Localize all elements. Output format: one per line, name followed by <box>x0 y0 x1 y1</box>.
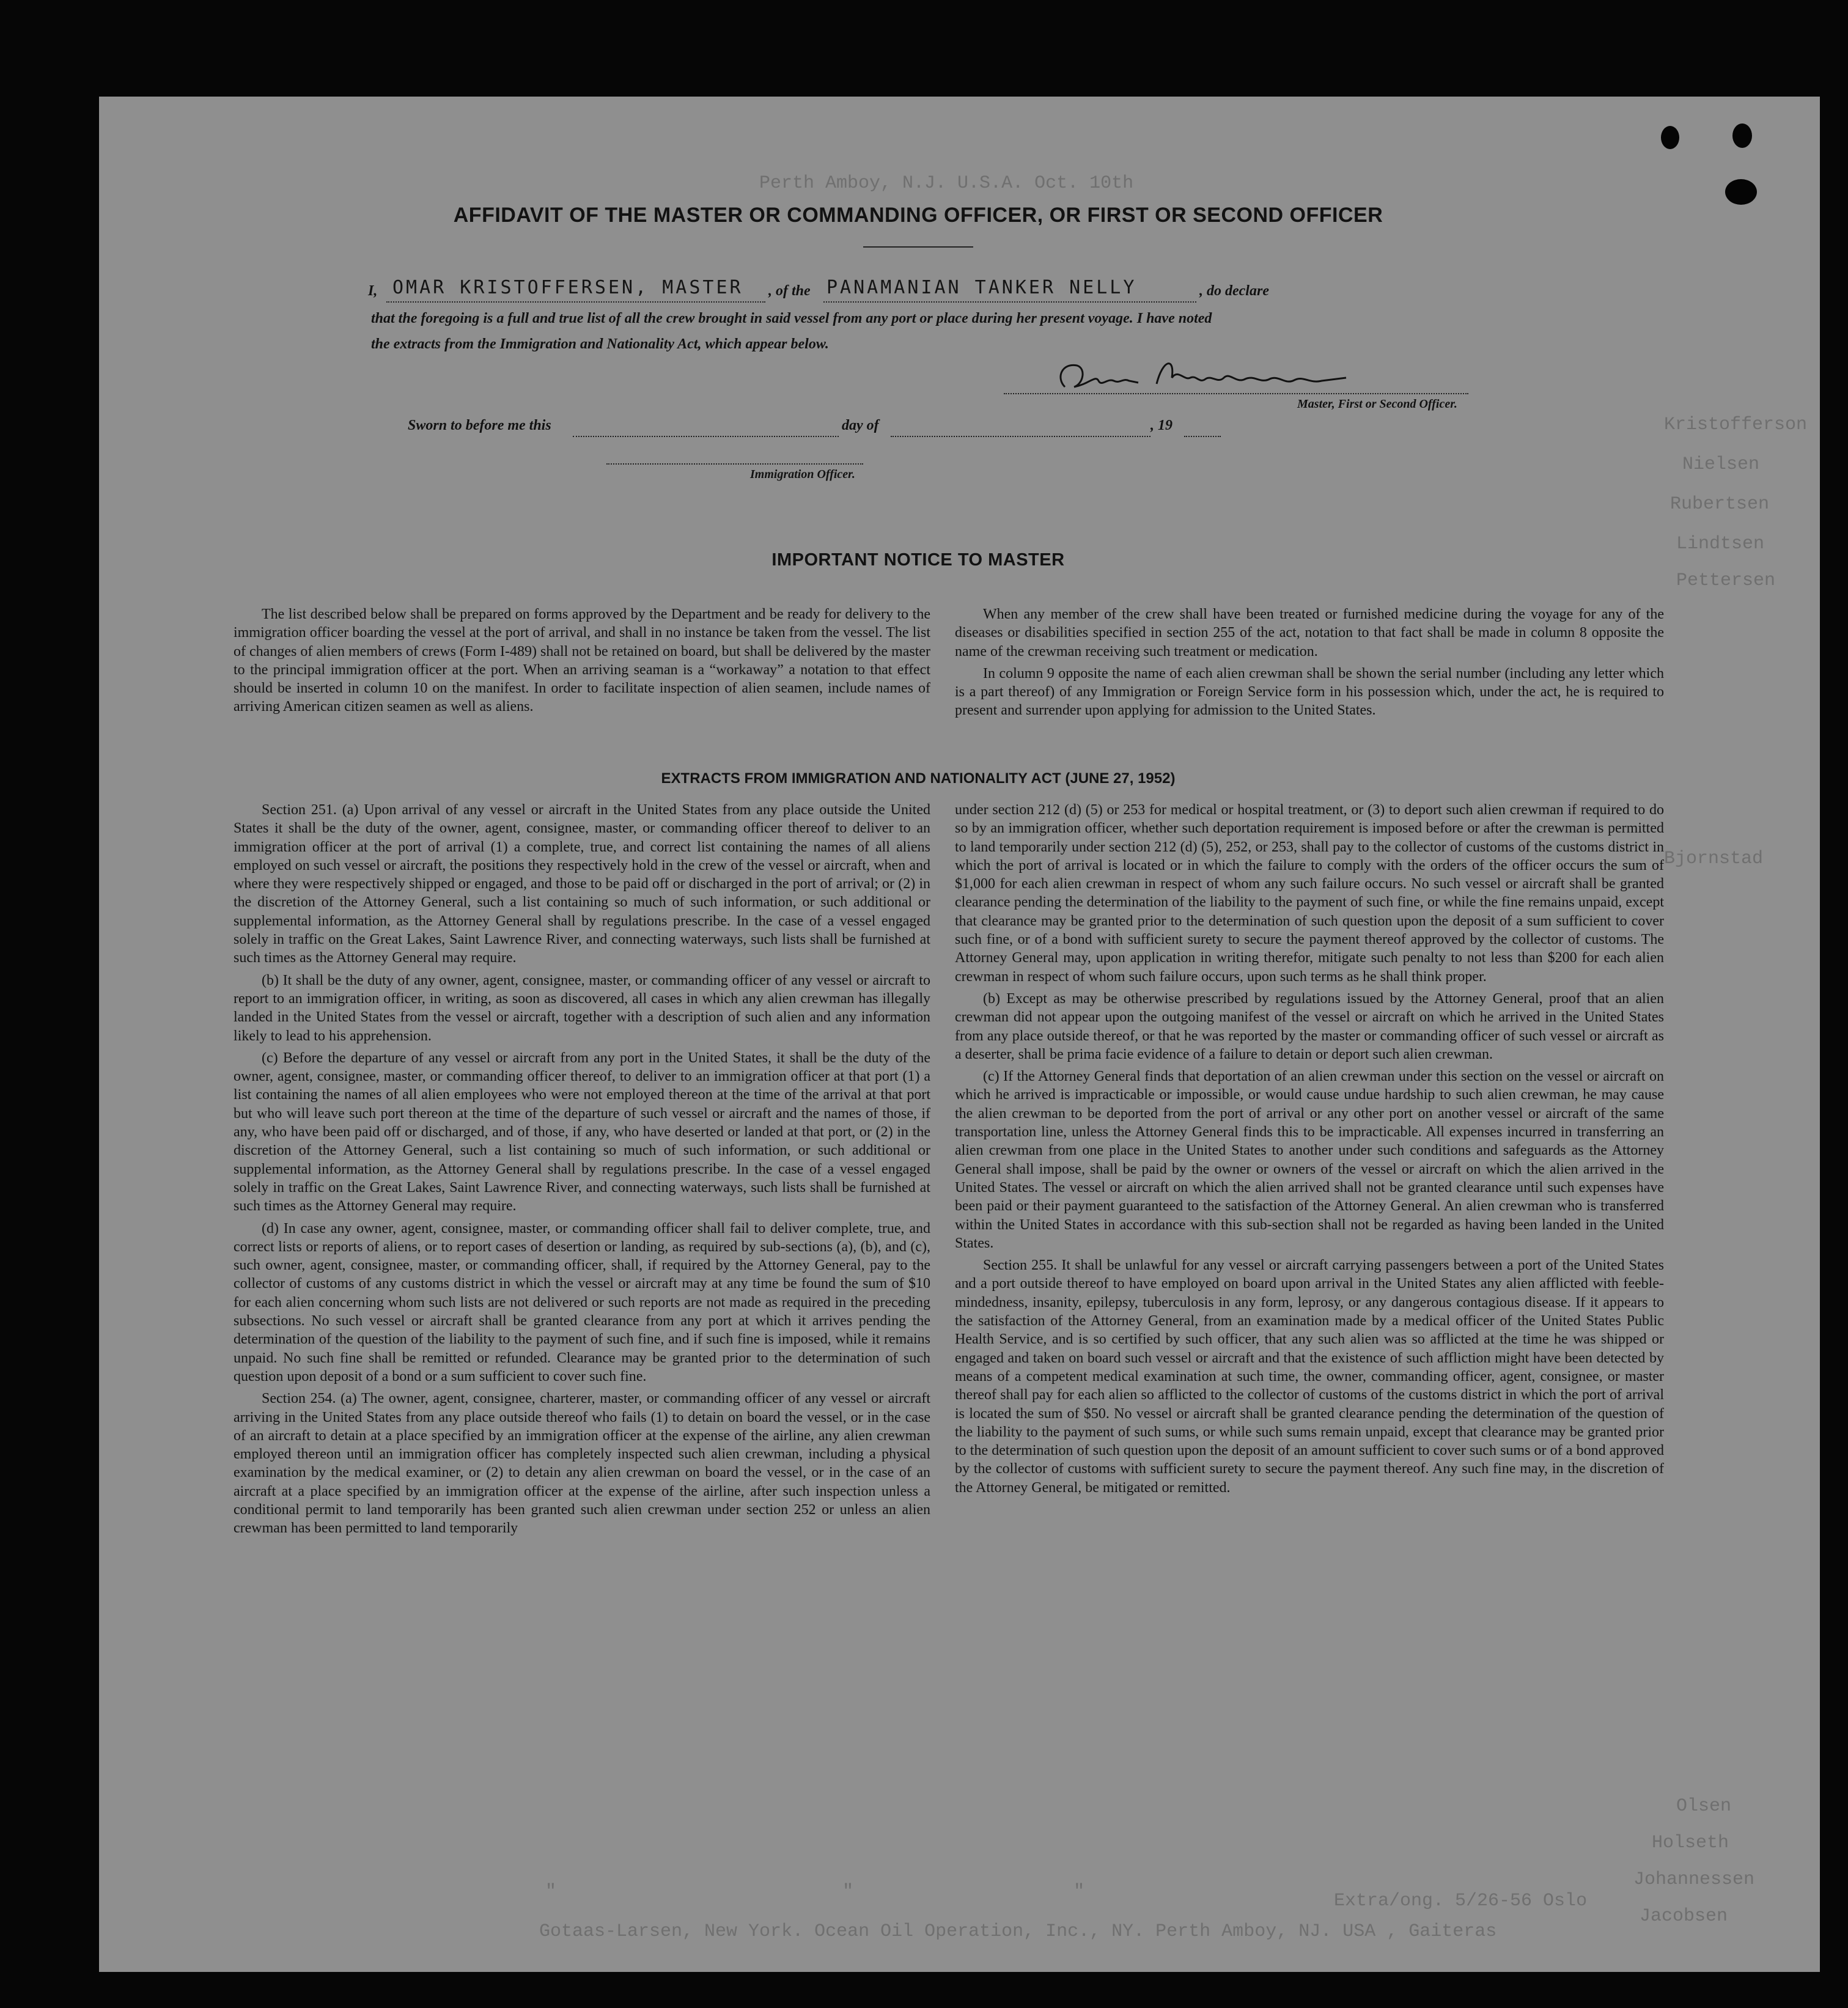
notice-right-paragraph-2: In column 9 opposite the name of each alien crewman shall be shown the serial number (including any letter which is a part thereof) of any Immigration or Foreign Service form in his possession which, under the act, he is required to present and surrender upon applying for admission to the United States. <box>955 665 1664 719</box>
affidavit-line-3: the extracts from the Immigration and Nationality Act, which appear below. <box>371 336 829 352</box>
bleed-through-text: Jacobsen <box>1640 1906 1728 1927</box>
extracts-title: EXTRACTS FROM IMMIGRATION AND NATIONALITY ACT (JUNE 27, 1952) <box>661 770 1176 787</box>
section-251-c: (c) Before the departure of any vessel or aircraft from any port in the United States, it shall be the duty of the owner, agent, consignee, master, or commanding officer thereof, to deliver to an immigration officer at that port (1) a list containing the names of all alien employees who were not employed thereon at the time of the arrival at that port but who will leave such port thereon at the time of the departure of such vessel or aircraft and the names of those, if any, who have been paid off or discharged, and of those, if any, who have deserted or landed at that port, or (2) in the discretion of the Attorney General, such a list containing so much of such information, or such additional or supplemental information, as the Attorney General shall by regulations prescribe. In the case of a vessel engaged solely in traffic on the Great Lakes, Saint Lawrence River, and connecting waterways, such lists shall be furnished at such times as the Attorney General may require. <box>234 1050 930 1215</box>
bleed-through-text: Johannessen <box>1633 1869 1755 1890</box>
master-signature <box>1053 353 1358 399</box>
bleed-through-text: Olsen <box>1676 1796 1732 1817</box>
vessel-handwritten: PANAMANIAN TANKER NELLY <box>826 277 1137 298</box>
bleed-through-text: Nielsen <box>1682 454 1760 475</box>
master-name-handwritten: OMAR KRISTOFFERSEN, MASTER <box>392 277 743 298</box>
affidavit-i: I, <box>368 283 378 299</box>
bleed-through-text: Extra/ong. 5/26-56 Oslo <box>1334 1891 1588 1911</box>
section-254-b: (b) Except as may be otherwise prescribed by regulations issued by the Attorney General, proof that an alien crewman did not appear upon the outgoing manifest of the vessel or aircraft on which he arrived in the United States from any place outside thereof, or that he was reported by the master or commanding officer of such vessel or aircraft as a deserter, shall be prima facie evidence of a failure to detain or deport such alien crewman. <box>955 990 1664 1062</box>
officer-label: Master, First or Second Officer. <box>1297 397 1457 411</box>
sworn-month-line <box>891 436 1150 437</box>
immigration-officer-line <box>606 463 863 465</box>
sworn-year: , 19 <box>1150 417 1172 433</box>
notice-left-paragraph: The list described below shall be prepared on forms approved by the Department and be ready for delivery to the immigration officer boarding the vessel at the port of arrival, and shall in no instance be taken from the vessel. The list of changes of alien members of crews (Form I-489) shall not be retained on board, but shall be delivered by the master to the principal immigration officer at the port. When an arriving seaman is a “workaway” a notation to that effect should be inserted in column 10 on the manifest. In order to facilitate inspection of alien seamen, include names of arriving American citizen seamen as well as aliens. <box>234 606 930 715</box>
affidavit-do-declare: , do declare <box>1199 283 1269 299</box>
affidavit-of-the: , of the <box>768 283 811 299</box>
bleed-through-text: Pettersen <box>1676 570 1776 591</box>
bleed-through-text: Gotaas-Larsen, New York. Ocean Oil Operation, Inc., NY. Perth Amboy, NJ. USA , Gaiteras <box>539 1921 1497 1942</box>
punch-hole <box>1725 179 1757 205</box>
master-name-line <box>386 301 765 303</box>
title-rule <box>863 246 973 248</box>
bleed-through-text: Lindtsen <box>1676 534 1765 554</box>
section-251-d: (d) In case any owner, agent, consignee, master, or commanding officer shall fail to deliver complete, true, and correct lists or reports of aliens, or to report cases of desertion or landing, as required by sub-sections (a), (b), and (c), such owner, agent, consignee, master, or commanding officer, shall, if required by the Attorney General, pay to the collector of customs of any customs district in which the vessel or aircraft may at any time be found the sum of $10 for each alien concerning whom such lists are not delivered or such reports are not made as required in the preceding subsections. No such vessel or aircraft shall be granted clearance from any port at which it arrives pending the determination of the question of the liability to the payment of such fine, and if such fine is imposed, while it remains unpaid. No such fine shall be remitted or refunded. Clearance may be granted prior to the determination of such question upon deposit of a bond or a sum sufficient to cover such fine. <box>234 1220 930 1385</box>
section-254-c: (c) If the Attorney General finds that deportation of an alien crewman under this section on the vessel or aircraft on which he arrived is impracticable or impossible, or would cause undue hardship to such alien crewman, he may cause the alien crewman to be deported from the port of arrival or any other port on another vessel or aircraft of the same transportation line, unless the Attorney General finds this to be impracticable. All expenses incurred in transferring an alien crewman from one place in the United States to another under such conditions and safeguards as the Attorney General shall impose, shall be paid by the owner or owners of the vessel or aircraft on which the alien arrived in the United States. The vessel or aircraft on which the alien arrived shall not be granted clearance until such expenses have been paid or their payment guaranteed to the satisfaction of the Attorney General. An alien crewman who is transferred within the United States in accordance with this sub-section shall not be regarded as having been landed in the United States. <box>955 1068 1664 1251</box>
sworn-year-line <box>1184 436 1221 437</box>
notice-right-column <box>955 605 1664 720</box>
affidavit-title: AFFIDAVIT OF THE MASTER OR COMMANDING OFFICER, OR FIRST OR SECOND OFFICER <box>453 204 1383 227</box>
notice-title: IMPORTANT NOTICE TO MASTER <box>771 550 1065 570</box>
document-page <box>99 97 1820 1972</box>
section-251-b: (b) It shall be the duty of any owner, agent, consignee, master, or commanding officer of any vessel or aircraft to report to an immigration officer, in writing, as soon as discovered, all cases in which any alien crewman has illegally landed in the United States from the vessel or aircraft, together with a description of such alien and any information likely to lead to his apprehension. <box>234 972 930 1044</box>
section-254-a-continued: under section 212 (d) (5) or 253 for medical or hospital treatment, or (3) to deport such alien crewman if required to do so by an immigration officer, whether such deportation requirement is imposed before or after the crewman is permitted to land temporarily under section 212 (d) (5), 252, or 253, shall pay to the collector of customs of the customs district in which the port of arrival is located or in which the failure to comply with the orders of the officer occurs the sum of $1,000 for each alien crewman in respect of whom any such failure occurs. No such vessel or aircraft shall be granted clearance pending the determination of the liability to the payment of such fine, or while the fine remains unpaid, except that clearance may be granted prior to the determination of such question upon the deposit of a sum sufficient to cover such fine, or of a bond with sufficient surety to secure the payment thereof approved by the collector of customs. The Attorney General may, upon application in writing therefor, mitigate such penalty to not less than $200 for each alien crewman in respect of whom such failure occurs, upon such terms as he shall think proper. <box>955 802 1664 985</box>
bleed-through-text: " " " <box>545 1881 1085 1902</box>
punch-hole <box>1661 126 1679 149</box>
sworn-prefix: Sworn to before me this <box>408 417 551 433</box>
section-255: Section 255. It shall be unlawful for any vessel or aircraft carrying passengers between a port of the United States and a port outside thereof to have employed on board upon arrival in the United States any alien afflicted with feeble-mindedness, insanity, epilepsy, tuberculosis in any form, leprosy, or any dangerous contagious disease. If it appears to the satisfaction of the Attorney General, from an examination made by a medical officer of the United States Public Health Service, and is so certified by such officer, that any such alien was so afflicted at the time he was shipped or engaged and taken on board such vessel or aircraft and that the existence of such affliction might have been detected by means of a competent medical examination at such time, the owner, commanding officer, agent, consignee, or master thereof shall pay for each alien so afflicted to the collector of customs of the customs district in which the port of arrival is located the sum of $50. No vessel or aircraft shall be granted clearance pending the determination of the question of the liability to the payment of such sums, or while such sums remain unpaid, except that clearance may be granted prior to the determination of such question upon the deposit of an amount sufficient to cover such sums or of a bond approved by the collector of customs with sufficient surety to secure the payment thereof. Any such fine may, in the discretion of the Attorney General, be mitigated or remitted. <box>955 1257 1664 1496</box>
sworn-day-of: day of <box>842 417 879 433</box>
bleed-through-text: Rubertsen <box>1670 494 1770 515</box>
affidavit-line-2: that the foregoing is a full and true list of all the crew brought in said vessel from any port or place during her present voyage. I have noted <box>371 311 1212 326</box>
notice-left-column <box>234 605 930 716</box>
bleed-through-text: Bjornstad <box>1664 848 1764 869</box>
bleed-through-text: Perth Amboy, N.J. U.S.A. Oct. 10th <box>759 173 1134 194</box>
bleed-through-text: Kristofferson <box>1664 414 1808 435</box>
sworn-day-line <box>573 436 839 437</box>
immigration-officer-label: Immigration Officer. <box>750 468 855 481</box>
notice-right-paragraph-1: When any member of the crew shall have been treated or furnished medicine during the voyage for any of the diseases or disabilities specified in section 255 of the act, notation to that fact shall be made in column 8 opposite the name of the crewman receiving such treatment or medication. <box>955 606 1664 660</box>
punch-hole <box>1732 123 1752 148</box>
bleed-through-text: Holseth <box>1652 1833 1729 1853</box>
extracts-right-column <box>955 801 1664 1497</box>
extracts-left-column <box>234 801 930 1538</box>
section-251-a: Section 251. (a) Upon arrival of any vessel or aircraft in the United States from any place outside the United States it shall be the duty of the owner, agent, consignee, master, or commanding officer thereof to deliver to an immigration officer at the port of arrival (1) a complete, true, and correct list containing the names of all aliens employed on such vessel or aircraft, the positions they respectively hold in the crew of the vessel or aircraft, when and where they were respectively shipped or engaged, and those to be paid off or discharged in the port of arrival; or (2) in the discretion of the Attorney General, such a list containing so much of such information, or such additional or supplemental information, as the Attorney General shall by regulations prescribe. In the case of a vessel engaged solely in traffic on the Great Lakes, Saint Lawrence River, and connecting waterways, such lists shall be furnished at such times as the Attorney General may require. <box>234 802 930 966</box>
section-254-a: Section 254. (a) The owner, agent, consignee, charterer, master, or commanding officer of any vessel or aircraft arriving in the United States from any place outside thereof who fails (1) to detain on board the vessel, or in the case of an aircraft to detain at a place specified by an immigration officer at the expense of the airline, any alien crewman employed thereon until an immigration officer has completely inspected such alien crewman, including a physical examination by the medical examiner, or (2) to detain any alien crewman on board the vessel, or in the case of an aircraft at a place specified by an immigration officer at the expense of the airline, after such inspection unless a conditional permit to land temporarily has been granted such alien crewman under section 252 or unless an alien crewman has been permitted to land temporarily <box>234 1391 930 1537</box>
vessel-line <box>823 301 1196 303</box>
